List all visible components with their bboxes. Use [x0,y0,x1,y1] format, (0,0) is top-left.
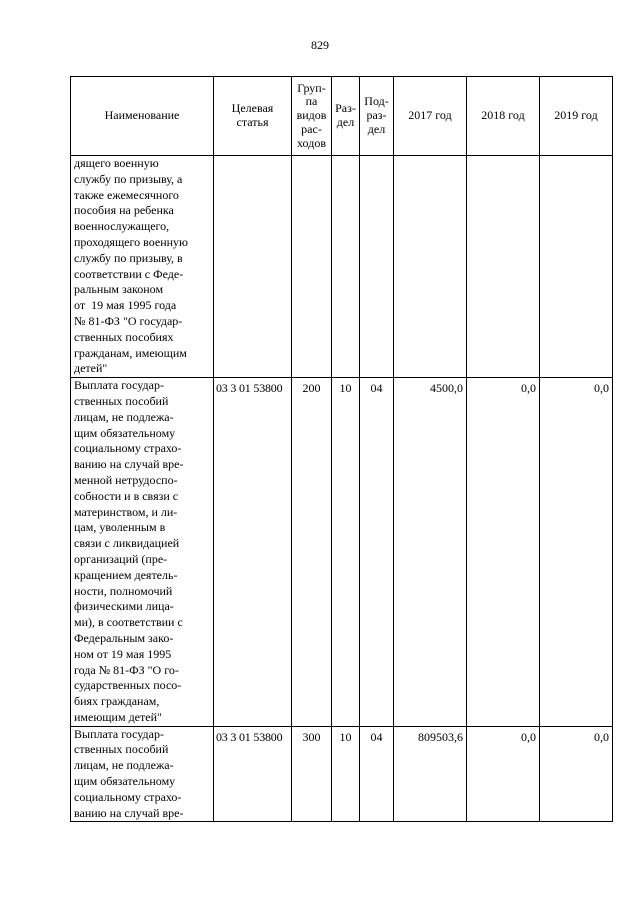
table-row [71,378,613,727]
row-section [332,156,360,378]
header-subsection: Под- раз- дел [360,77,394,156]
row-name: Выплата государ- ственных пособий лицам, не подлежа- щим обязательному социальному страхо- ванию на случай вре- менной нетрудоспо- собности и в связи с материнством, и ли- цам, уволенным в связи с ликвидацией организаций (пре- кращением деятель- ности, полномочий физическими лица- ми), в соответствии с Федеральным зако- ном от 19 мая 1995 года № 81-ФЗ "О го- сударственных посо- биях гражданам, имеющим детей" [71,378,214,727]
row-2018 [467,156,540,378]
row-2017: 4500,0 [394,378,467,727]
header-expense-group: Груп- па видов рас- ходов [292,77,332,156]
table-row [71,726,613,822]
row-subsection: 04 [360,378,394,727]
row-name: Выплата государ- ственных пособий лицам, не подлежа- щим обязательному социальному страхо- ванию на случай вре- [71,726,214,822]
header-2019: 2019 год [540,77,613,156]
header-2017: 2017 год [394,77,467,156]
header-2018: 2018 год [467,77,540,156]
row-section: 10 [332,726,360,822]
table-header-row [71,77,613,156]
row-name: дящего военную службу по призыву, а также ежемесячного пособия на ребенка военнослужащего, проходящего военную службу по призыву, в соответствии с Феде- ральным законом от 19 мая 1995 года № 81-ФЗ "О государ- ственных пособиях гражданам, имеющим детей" [71,156,214,378]
row-expense-group [292,156,332,378]
header-section: Раз- дел [332,77,360,156]
row-2019: 0,0 [540,726,613,822]
header-target-article: Целевая статья [214,77,292,156]
row-2019: 0,0 [540,378,613,727]
row-2017 [394,156,467,378]
row-subsection [360,156,394,378]
row-expense-group: 300 [292,726,332,822]
header-name: Наименование [71,77,214,156]
row-2017: 809503,6 [394,726,467,822]
row-subsection: 04 [360,726,394,822]
row-2019 [540,156,613,378]
budget-table [70,76,613,822]
row-target-article [214,156,292,378]
row-2018: 0,0 [467,726,540,822]
table-row [71,156,613,378]
page-number: 829 [311,38,329,52]
row-expense-group: 200 [292,378,332,727]
row-2018: 0,0 [467,378,540,727]
row-target-article: 03 3 01 53800 [214,378,292,727]
row-section: 10 [332,378,360,727]
row-target-article: 03 3 01 53800 [214,726,292,822]
